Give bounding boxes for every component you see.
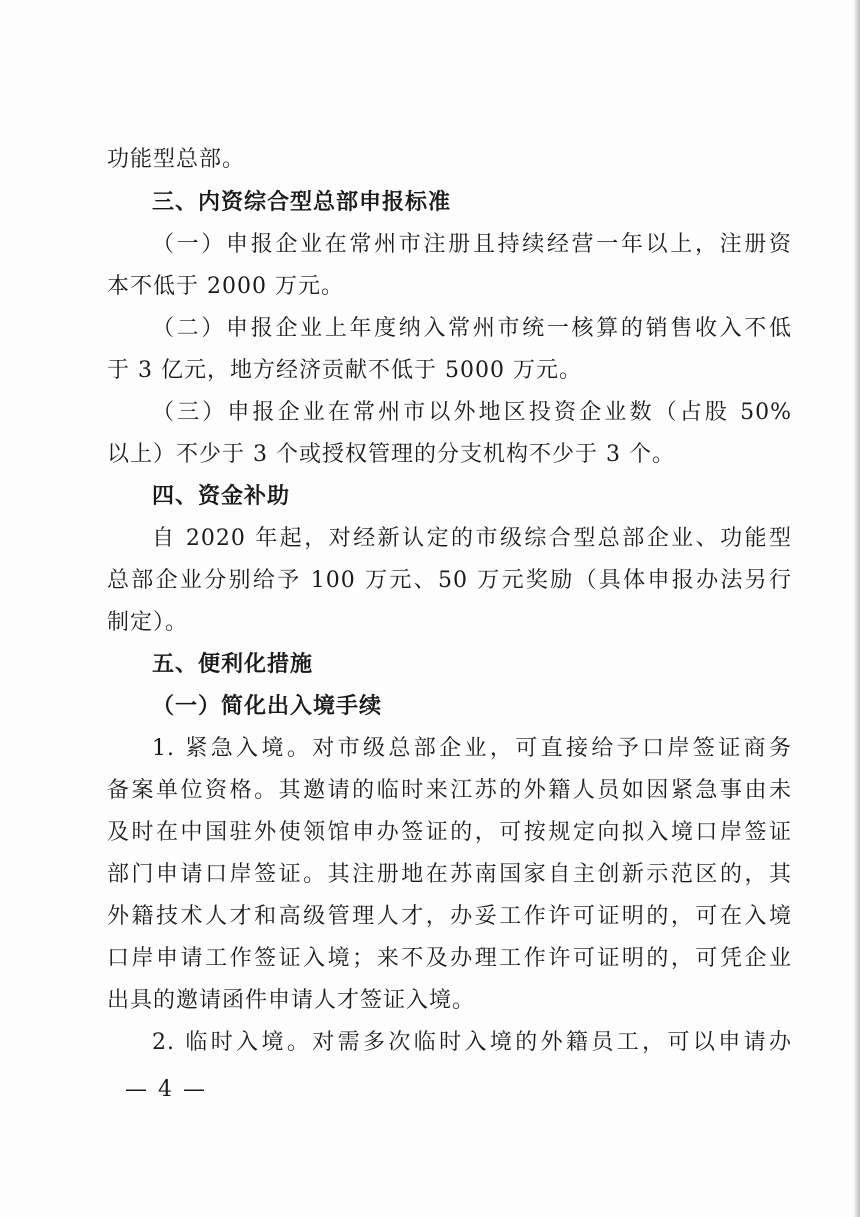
text-line: 制定）。 bbox=[107, 610, 189, 635]
text-line: 于 3 亿元，地方经济贡献不低于 5000 万元。 bbox=[107, 358, 582, 383]
text-line: 外籍技术人才和高级管理人才，办妥工作许可证明的，可在入境 bbox=[107, 904, 792, 929]
section-heading-4: 四、资金补助 bbox=[152, 484, 291, 509]
text-line: 1. 紧急入境。对市级总部企业，可直接给予口岸签证商务 bbox=[152, 736, 792, 761]
scan-edge-shadow bbox=[854, 0, 860, 1217]
text-line: 自 2020 年起，对经新认定的市级综合型总部企业、功能型 bbox=[152, 526, 792, 551]
section-heading-5: 五、便利化措施 bbox=[152, 652, 314, 677]
subsection-heading-1: （一）简化出入境手续 bbox=[152, 694, 383, 719]
text-line: （三）申报企业在常州市以外地区投资企业数（占股 50% bbox=[152, 400, 792, 425]
text-line: 总部企业分别给予 100 万元、50 万元奖励（具体申报办法另行 bbox=[107, 568, 792, 593]
text-line: 备案单位资格。其邀请的临时来江苏的外籍人员如因紧急事由未 bbox=[107, 778, 792, 803]
section-heading-3: 三、内资综合型总部申报标准 bbox=[152, 190, 452, 215]
text-line: 以上）不少于 3 个或授权管理的分支机构不少于 3 个。 bbox=[107, 442, 675, 467]
text-line: 口岸申请工作签证入境；来不及办理工作许可证明的，可凭企业 bbox=[107, 946, 792, 971]
text-line: （一）申报企业在常州市注册且持续经营一年以上，注册资 bbox=[152, 232, 792, 257]
text-line: 2. 临时入境。对需多次临时入境的外籍员工，可以申请办 bbox=[152, 1030, 792, 1055]
text-line: 功能型总部。 bbox=[107, 147, 246, 172]
text-line: 及时在中国驻外使领馆申办签证的，可按规定向拟入境口岸签证 bbox=[107, 820, 792, 845]
text-line: （二）申报企业上年度纳入常州市统一核算的销售收入不低 bbox=[152, 316, 792, 341]
page-number: — 4 — bbox=[125, 1077, 207, 1102]
text-line: 部门申请口岸签证。其注册地在苏南国家自主创新示范区的，其 bbox=[107, 862, 792, 887]
text-line: 出具的邀请函件申请人才签证入境。 bbox=[107, 988, 476, 1013]
text-line: 本不低于 2000 万元。 bbox=[107, 274, 344, 299]
